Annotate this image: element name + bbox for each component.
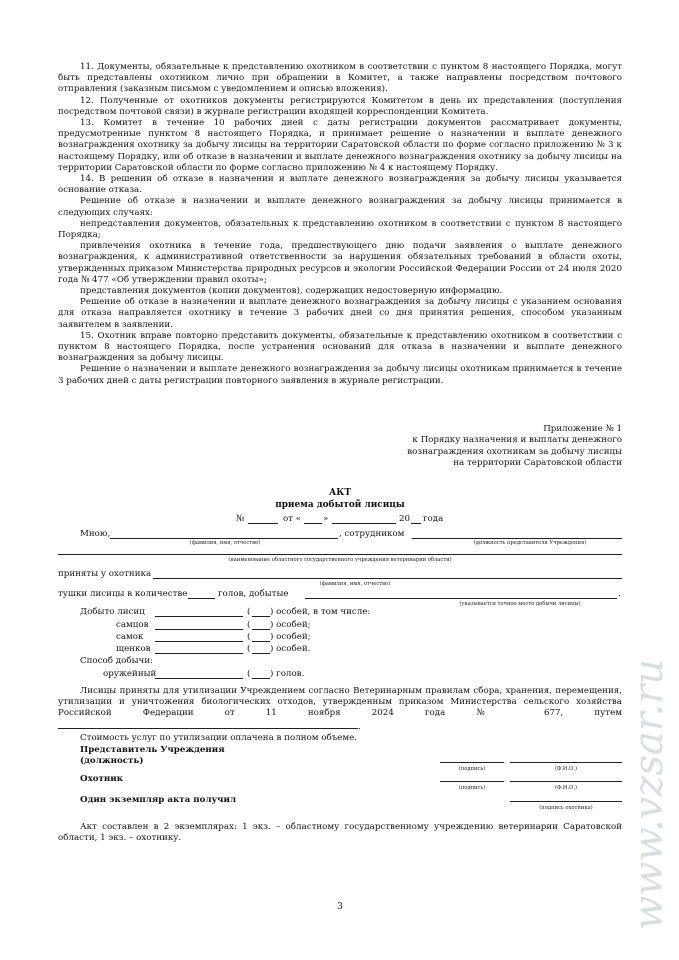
males-words-field[interactable] [155,629,243,630]
body-text [58,62,622,387]
caught-label: Добыто лисиц [80,607,145,617]
act-title [58,487,622,511]
act-title-main: АКТ [329,488,351,498]
rep-signature-field[interactable] [440,762,504,763]
accepted-label: приняты у охотника [58,569,152,579]
act-date-close: » [323,514,329,524]
pups-words-field[interactable] [155,653,243,654]
caption-hunter-fio: (фамилия, имя, отчество) [319,581,391,587]
hunter-signature-field[interactable] [440,781,504,782]
caption-rep-sign: (подпись) [458,766,486,772]
act-month-field[interactable] [332,523,396,524]
females-number-field[interactable] [252,641,270,642]
hunter-name-field[interactable] [153,578,622,579]
me-label: Мною, [80,529,111,539]
paragraph-11: 11. Документы, обязательные к представлению охотником в соответствии с пунктом 8 настоящего Порядка, могут быть представлены охотником лично при обращении в Комитет, а также направлены посредством почтового отправления (заказным письмом с уведомлением и описью вложения). [58,62,622,95]
firearm-label: оружейный [103,669,157,679]
employee-label: , сотрудником [339,529,405,539]
appendix-line-4: на территории Саратовской области [453,458,622,469]
caption-rep-fio: (Ф.И.О.) [554,766,578,772]
carcasses-count-field[interactable] [188,598,215,599]
act-title-sub: приема добытой лисицы [275,500,405,510]
pups-suffix: ) особей. [270,644,311,654]
males-paren: ( [247,620,251,630]
place-field[interactable] [305,598,617,599]
paid-text: Стоимость услуг по утилизации оплачена в полном объеме. [80,732,358,743]
watermark [620,590,679,930]
watermark-text: www.vzsar.ru [626,658,672,930]
paragraph-15: 15. Охотник вправе повторно представить документы, обязательные к представлению охотником в соответствии с пунктом 8 настоящего Порядка, после устранения оснований для отказа в назначении и выплате денежного вознаграждения за добычу лисицы. [58,330,622,364]
paragraph-case-3: представления документов (копии документов), содержащих недостоверную информацию. [80,286,503,297]
firearm-number-field[interactable] [252,678,270,679]
pups-paren: ( [247,644,251,654]
females-label: самок [116,632,144,642]
act-year-suffix: года [423,514,444,524]
females-words-field[interactable] [155,641,243,642]
caption-institution: (наименование областного государственного учреждения ветеринарии области) [228,557,452,563]
caught-words-field[interactable] [155,616,243,617]
act-number-field[interactable] [248,523,278,524]
pups-number-field[interactable] [252,653,270,654]
caption-hunter-fio-short: (Ф.И.О.) [554,785,578,791]
carcasses-label: тушки лисицы в количестве [58,589,188,599]
caption-fio: (фамилия, имя, отчество) [189,540,261,546]
males-number-field[interactable] [252,629,270,630]
firearm-words-field[interactable] [155,678,243,679]
pups-label: щенков [116,644,151,654]
act-number-label: № [236,514,245,524]
hunter-label: Охотник [80,774,124,784]
females-paren: ( [247,632,251,642]
appendix-line-3: вознаграждения охотникам за добычу лисицы [407,446,622,457]
representative-name-field[interactable] [110,538,338,539]
received-label: Один экземпляр акта получил [80,795,237,805]
caption-hunter-sign: (подпись) [458,785,486,791]
watermark-graphic [620,590,679,930]
caught-number-field[interactable] [252,616,270,617]
paragraph-12: 12. Полученные от охотников документы регистрируются Комитетом в день их представления (поступления посредством почтовой связи) в журнале регистрации входящей корреспонденции Комитета. [58,95,622,117]
caption-position: (должность представителя Учреждения) [473,540,587,546]
representative-position-field[interactable] [412,538,622,539]
appendix-number: Приложение № 1 [543,424,622,434]
paragraph-case-2: привлечения охотника в течение года, предшествующего дню подачи заявления о выплате денежного вознаграждения, к административной ответственности за нарушения обязательных требований в области охоты, утвержденных приказом Министерства природных ресурсов и экологии Российской Федерации России от 24 июля 2020 года № 477 «Об утверждении правил охоты»; [58,241,622,285]
hunter-fio-field[interactable] [510,781,622,782]
institution-field[interactable] [58,554,622,555]
caption-place: (указывается точное место добычи лисицы) [459,601,581,607]
copies-block [58,822,622,844]
place-dot: . [618,589,621,599]
act-date-open: от « [283,514,302,524]
appendix-header [390,424,622,470]
copies-text: Акт составлен в 2 экземплярах: 1 экз. – областному государственному учреждению ветеринарии Саратовской области, 1 экз. – охотнику. [58,822,622,844]
disposal-method-field[interactable] [58,720,358,729]
disposal-text: Лисицы приняты для утилизации Учреждением согласно Ветеринарным правилам сбора, хранения, перемещения, утилизации и уничтожения биологических отходов, утвержденным приказом Министерства сельского хозяйства Российской Федерации от 11 ноября 2024 года № 677, путем . [58,686,622,732]
caught-incl: ) особей, в том числе: [270,607,371,617]
rep-label: Представитель Учреждения [80,745,225,755]
firearm-paren: ( [247,669,251,679]
act-day-field[interactable] [304,523,322,524]
paragraph-refusal-cases: Решение об отказе в назначении и выплате денежного вознаграждения за добычу лисицы принимается в следующих случаях: [58,196,622,218]
disposal-block [58,686,622,744]
hunter-receipt-signature-field[interactable] [510,801,622,802]
heads-label: голов, добытые [218,589,289,599]
page-number: 3 [337,902,343,912]
paragraph-repeat-decision: Решение о назначении и выплате денежного вознаграждения за добычу лисицы охотникам принимается в течение 3 рабочих дней с даты регистрации повторного заявления в журнале регистрации. [58,364,622,386]
females-suffix: ) особей; [270,632,311,642]
males-suffix: ) особей; [270,620,311,630]
caught-paren: ( [247,607,251,617]
act-year-field[interactable] [411,523,421,524]
paragraph-case-1: непредставления документов, обязательных к представлению охотником в соответствии с пунктом 8 настоящего Порядка; [58,218,622,241]
firearm-suffix: ) голов. [270,669,305,679]
paragraph-13: 13. Комитет в течение 10 рабочих дней с даты регистрации документов рассматривает документы, предусмотренные пунктом 8 настоящего Порядка, и принимает решение о назначении и выплате денежного вознаграждения охотнику за добычу лисицы на территории Саратовской области по форме согласно приложению № 3 к настоящему Порядку, или об отказе в назначении и выплате денежного вознаграждения охотнику за добычу лисицы на территории Саратовской области по форме согласно приложению № 4 к настоящему Порядку. [58,118,622,173]
caption-hunter-receipt: (подпись охотника) [539,805,593,811]
method-label: Способ добычи: [80,656,153,666]
paragraph-14: 14. В решении об отказе в назначении и выплате денежного вознаграждения за добычу лисицы указывается основание отказа. [58,174,622,196]
males-label: самцов [116,620,149,630]
rep-fio-field[interactable] [510,762,622,763]
appendix-line-2: к Порядку назначения и выплаты денежного [412,435,622,446]
act-year-prefix: 20 [399,514,411,524]
paragraph-refusal-notice: Решение об отказе в назначении и выплате денежного вознаграждения за добычу лисицы с указанием основания для отказа направляется охотнику в течение 3 рабочих дней со дня принятия решения, способом указанным заявителем в заявлении. [58,297,622,330]
rep-position-label: (должность) [80,756,144,766]
